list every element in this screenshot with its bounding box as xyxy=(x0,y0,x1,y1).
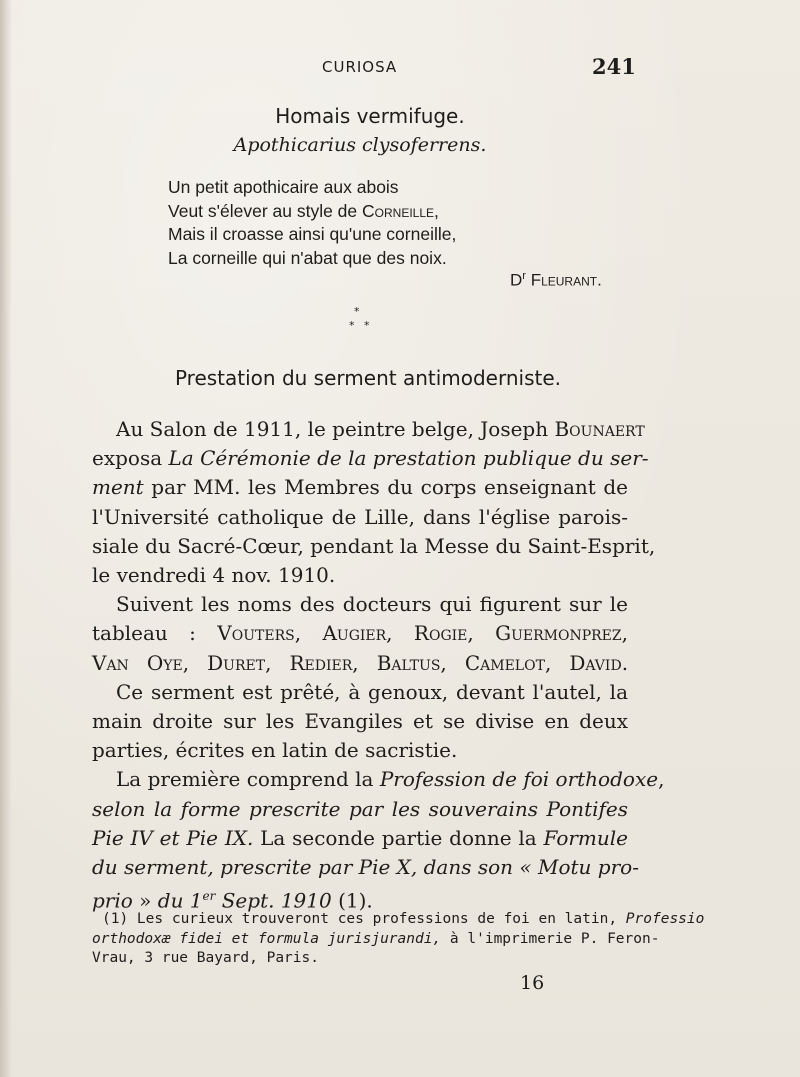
italic-text: Pie IV et Pie IX. xyxy=(92,825,254,850)
italic-text: du serment, prescrite par Pie X, dans son « Motu pro- xyxy=(92,855,639,880)
poem-subtitle: Apothicarius clysoferrens. xyxy=(233,134,487,156)
text-run: parties, écrites en latin de sacristie. xyxy=(92,738,458,763)
text-run: le vendredi 4 nov. 1910. xyxy=(92,563,336,588)
italic-text: ment xyxy=(92,475,144,500)
text-run: » xyxy=(132,888,158,913)
poem-line xyxy=(168,200,628,224)
italic-text: du 1 xyxy=(157,888,203,913)
small-caps-name: Duret xyxy=(207,650,266,675)
small-caps-name: Vouters xyxy=(217,621,295,646)
text-run: , xyxy=(440,650,465,675)
text-run: (1). xyxy=(331,888,373,913)
asterism-top: * xyxy=(354,305,360,318)
text-run: , xyxy=(182,650,208,675)
text-run: tableau : xyxy=(92,621,218,646)
poem-line xyxy=(168,176,628,200)
text-run: Suivent les noms des docteurs qui figurent sur le xyxy=(116,592,628,617)
italic-text: La Cérémonie de la prestation publique du ser- xyxy=(168,446,649,471)
page-number: 241 xyxy=(592,54,636,79)
page-edge-shadow xyxy=(0,0,12,1077)
text-run: Mais il croasse ainsi qu'une corneille, xyxy=(168,224,457,244)
footnote-line xyxy=(92,910,705,930)
body-line xyxy=(92,649,628,678)
article-title: Prestation du serment antimoderniste. xyxy=(174,366,562,390)
signature-mark: 16 xyxy=(520,972,545,994)
text-run: (1) Les curieux trouveront ces professions de foi en latin, xyxy=(102,911,626,927)
italic-text: Sept. 1910 xyxy=(215,888,332,913)
text-run: , xyxy=(352,650,377,675)
running-head xyxy=(0,54,800,84)
poem-line xyxy=(168,247,628,271)
small-caps-name: Camelot xyxy=(464,650,545,675)
body-line xyxy=(92,765,665,794)
asterism-ornament xyxy=(345,305,379,335)
small-caps-name: Corneille xyxy=(362,200,435,221)
signature-sup: r xyxy=(522,270,526,282)
small-caps-name: Van Oye xyxy=(92,650,183,675)
text-run: , xyxy=(265,650,290,675)
text-run: Veut s'élever au style de xyxy=(168,200,363,221)
body-line xyxy=(92,678,628,707)
text-run: . xyxy=(621,650,629,675)
body-line xyxy=(92,736,628,765)
small-caps-name: Baltus xyxy=(376,650,441,675)
footnote-line xyxy=(92,930,660,950)
body-line xyxy=(92,444,649,473)
body-line xyxy=(92,532,656,561)
footnote xyxy=(92,910,705,969)
text-run: main droite sur les Evangiles et se divise en deux xyxy=(92,709,628,734)
small-caps-name: Guermonprez xyxy=(495,621,622,646)
body-line xyxy=(92,707,628,736)
poem-title: Homais vermifuge. xyxy=(275,104,465,128)
body-line xyxy=(92,824,628,853)
text-run: La corneille qui n'abat que des noix. xyxy=(168,247,447,268)
small-caps-name: Redier xyxy=(289,650,353,675)
text-run: , xyxy=(467,621,496,646)
asterism-bottom: * * xyxy=(349,319,373,332)
text-run: par MM. les Membres du corps enseignant de xyxy=(143,475,628,500)
body-line xyxy=(92,415,645,444)
text-run: siale du Sacré-Cœur, pendant la Messe du Saint-Esprit, xyxy=(92,533,656,558)
text-run: , xyxy=(544,650,570,675)
italic-text: Formule xyxy=(543,825,628,850)
superscript: er xyxy=(202,889,216,904)
text-run: , xyxy=(621,621,628,646)
text-run: , xyxy=(658,767,665,792)
italic-text: orthodoxæ fidei et formula jurisjurandi, xyxy=(92,930,442,947)
text-run: , xyxy=(434,200,439,221)
text-run: Au Salon de 1911, le peintre belge, Joseph xyxy=(116,417,555,441)
small-caps-name: Rogie xyxy=(413,621,468,646)
text-run: , xyxy=(386,621,414,646)
footnote-line xyxy=(92,949,628,969)
text-run: La seconde partie donne la xyxy=(253,825,544,850)
running-head-title: CURIOSA xyxy=(322,58,398,76)
italic-text: selon la forme prescrite par les souverains Pontifes xyxy=(92,796,628,821)
italic-text: prio xyxy=(92,888,133,913)
poem-signature xyxy=(510,270,602,291)
text-run: exposa xyxy=(92,446,169,471)
body-line xyxy=(92,795,628,824)
text-run: Ce serment est prêté, à genoux, devant l'autel, la xyxy=(116,679,628,704)
small-caps-name: Bounaert xyxy=(554,417,645,441)
signature-prefix: D xyxy=(510,270,523,290)
text-run: Un petit apothicaire aux abois xyxy=(168,177,399,197)
italic-text: Professio xyxy=(625,911,705,927)
text-run: Vrau, 3 rue Bayard, Paris. xyxy=(92,950,319,966)
italic-text: Profession de foi orthodoxe xyxy=(379,767,659,792)
text-run: La première comprend la xyxy=(116,767,380,792)
article-body xyxy=(92,415,665,916)
poem-line xyxy=(168,223,628,247)
body-line xyxy=(92,561,628,590)
body-line xyxy=(92,619,628,648)
text-run: l'Université catholique de Lille, dans l'église parois- xyxy=(92,504,628,529)
body-line xyxy=(92,473,628,502)
text-run: à l'imprimerie P. Feron- xyxy=(441,930,660,947)
body-line xyxy=(92,503,628,532)
small-caps-name: Augier xyxy=(322,621,387,646)
signature-suffix: . xyxy=(597,270,602,290)
poem xyxy=(168,176,628,270)
signature-name: Fleurant xyxy=(530,270,598,290)
small-caps-name: David xyxy=(569,650,622,675)
text-run: , xyxy=(294,621,323,646)
body-line xyxy=(92,590,628,619)
body-line xyxy=(92,853,639,882)
